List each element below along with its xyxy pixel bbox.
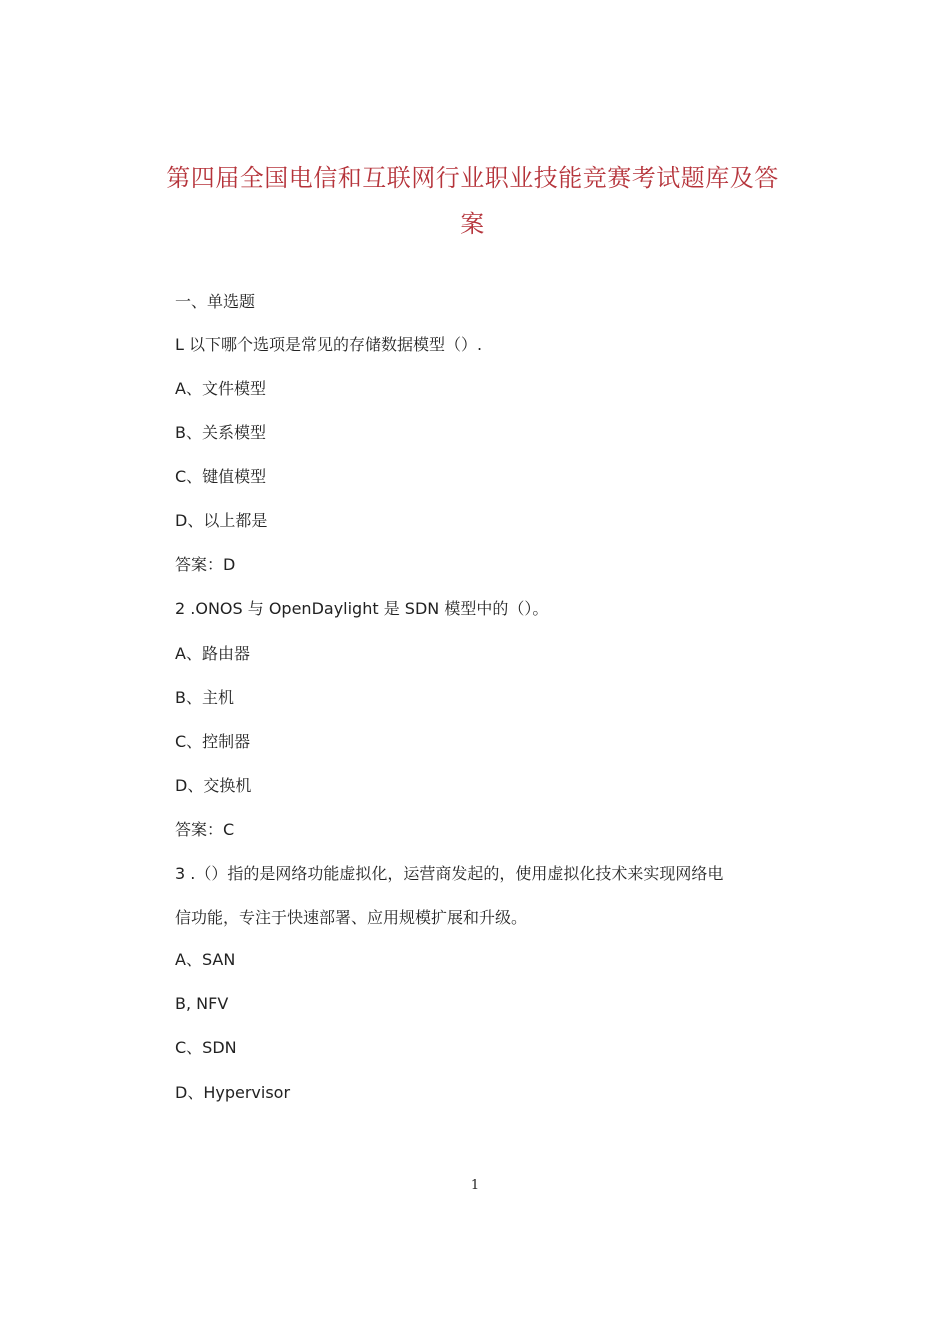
question-1-option-c: C、键值模型 bbox=[175, 467, 267, 486]
page-number: 1 bbox=[470, 1178, 480, 1193]
question-1-stem: L 以下哪个选项是常见的存储数据模型（）. bbox=[175, 335, 483, 354]
question-2-answer: 答案：C bbox=[175, 820, 235, 839]
question-2-option-c: C、控制器 bbox=[175, 732, 251, 751]
section-heading: 一、单选题 bbox=[175, 292, 256, 311]
question-3-option-c: C、SDN bbox=[175, 1038, 237, 1057]
question-2-stem: 2 .ONOS 与 OpenDaylight 是 SDN 模型中的（）。 bbox=[175, 599, 549, 618]
question-1-answer: 答案：D bbox=[175, 555, 236, 574]
question-2-option-d: D、交换机 bbox=[175, 776, 252, 795]
question-3-option-b: B, NFV bbox=[175, 994, 229, 1013]
document-title-line-1: 第四届全国电信和互联网行业职业技能竞赛考试题库及答 bbox=[166, 164, 779, 192]
question-3-stem-line-2: 信功能，专注于快速部署、应用规模扩展和升级。 bbox=[175, 908, 528, 927]
question-3-option-d: D、Hypervisor bbox=[175, 1083, 291, 1102]
question-3-stem-line-1: 3 .（）指的是网络功能虚拟化，运营商发起的，使用虚拟化技术来实现网络电 bbox=[175, 864, 724, 883]
document-title-line-2: 案 bbox=[460, 210, 485, 238]
question-1-option-a: A、文件模型 bbox=[175, 379, 266, 398]
question-2-option-b: B、主机 bbox=[175, 688, 234, 707]
question-3-option-a: A、SAN bbox=[175, 950, 236, 969]
question-2-option-a: A、路由器 bbox=[175, 644, 250, 663]
question-1-option-b: B、关系模型 bbox=[175, 423, 266, 442]
question-1-option-d: D、以上都是 bbox=[175, 511, 268, 530]
